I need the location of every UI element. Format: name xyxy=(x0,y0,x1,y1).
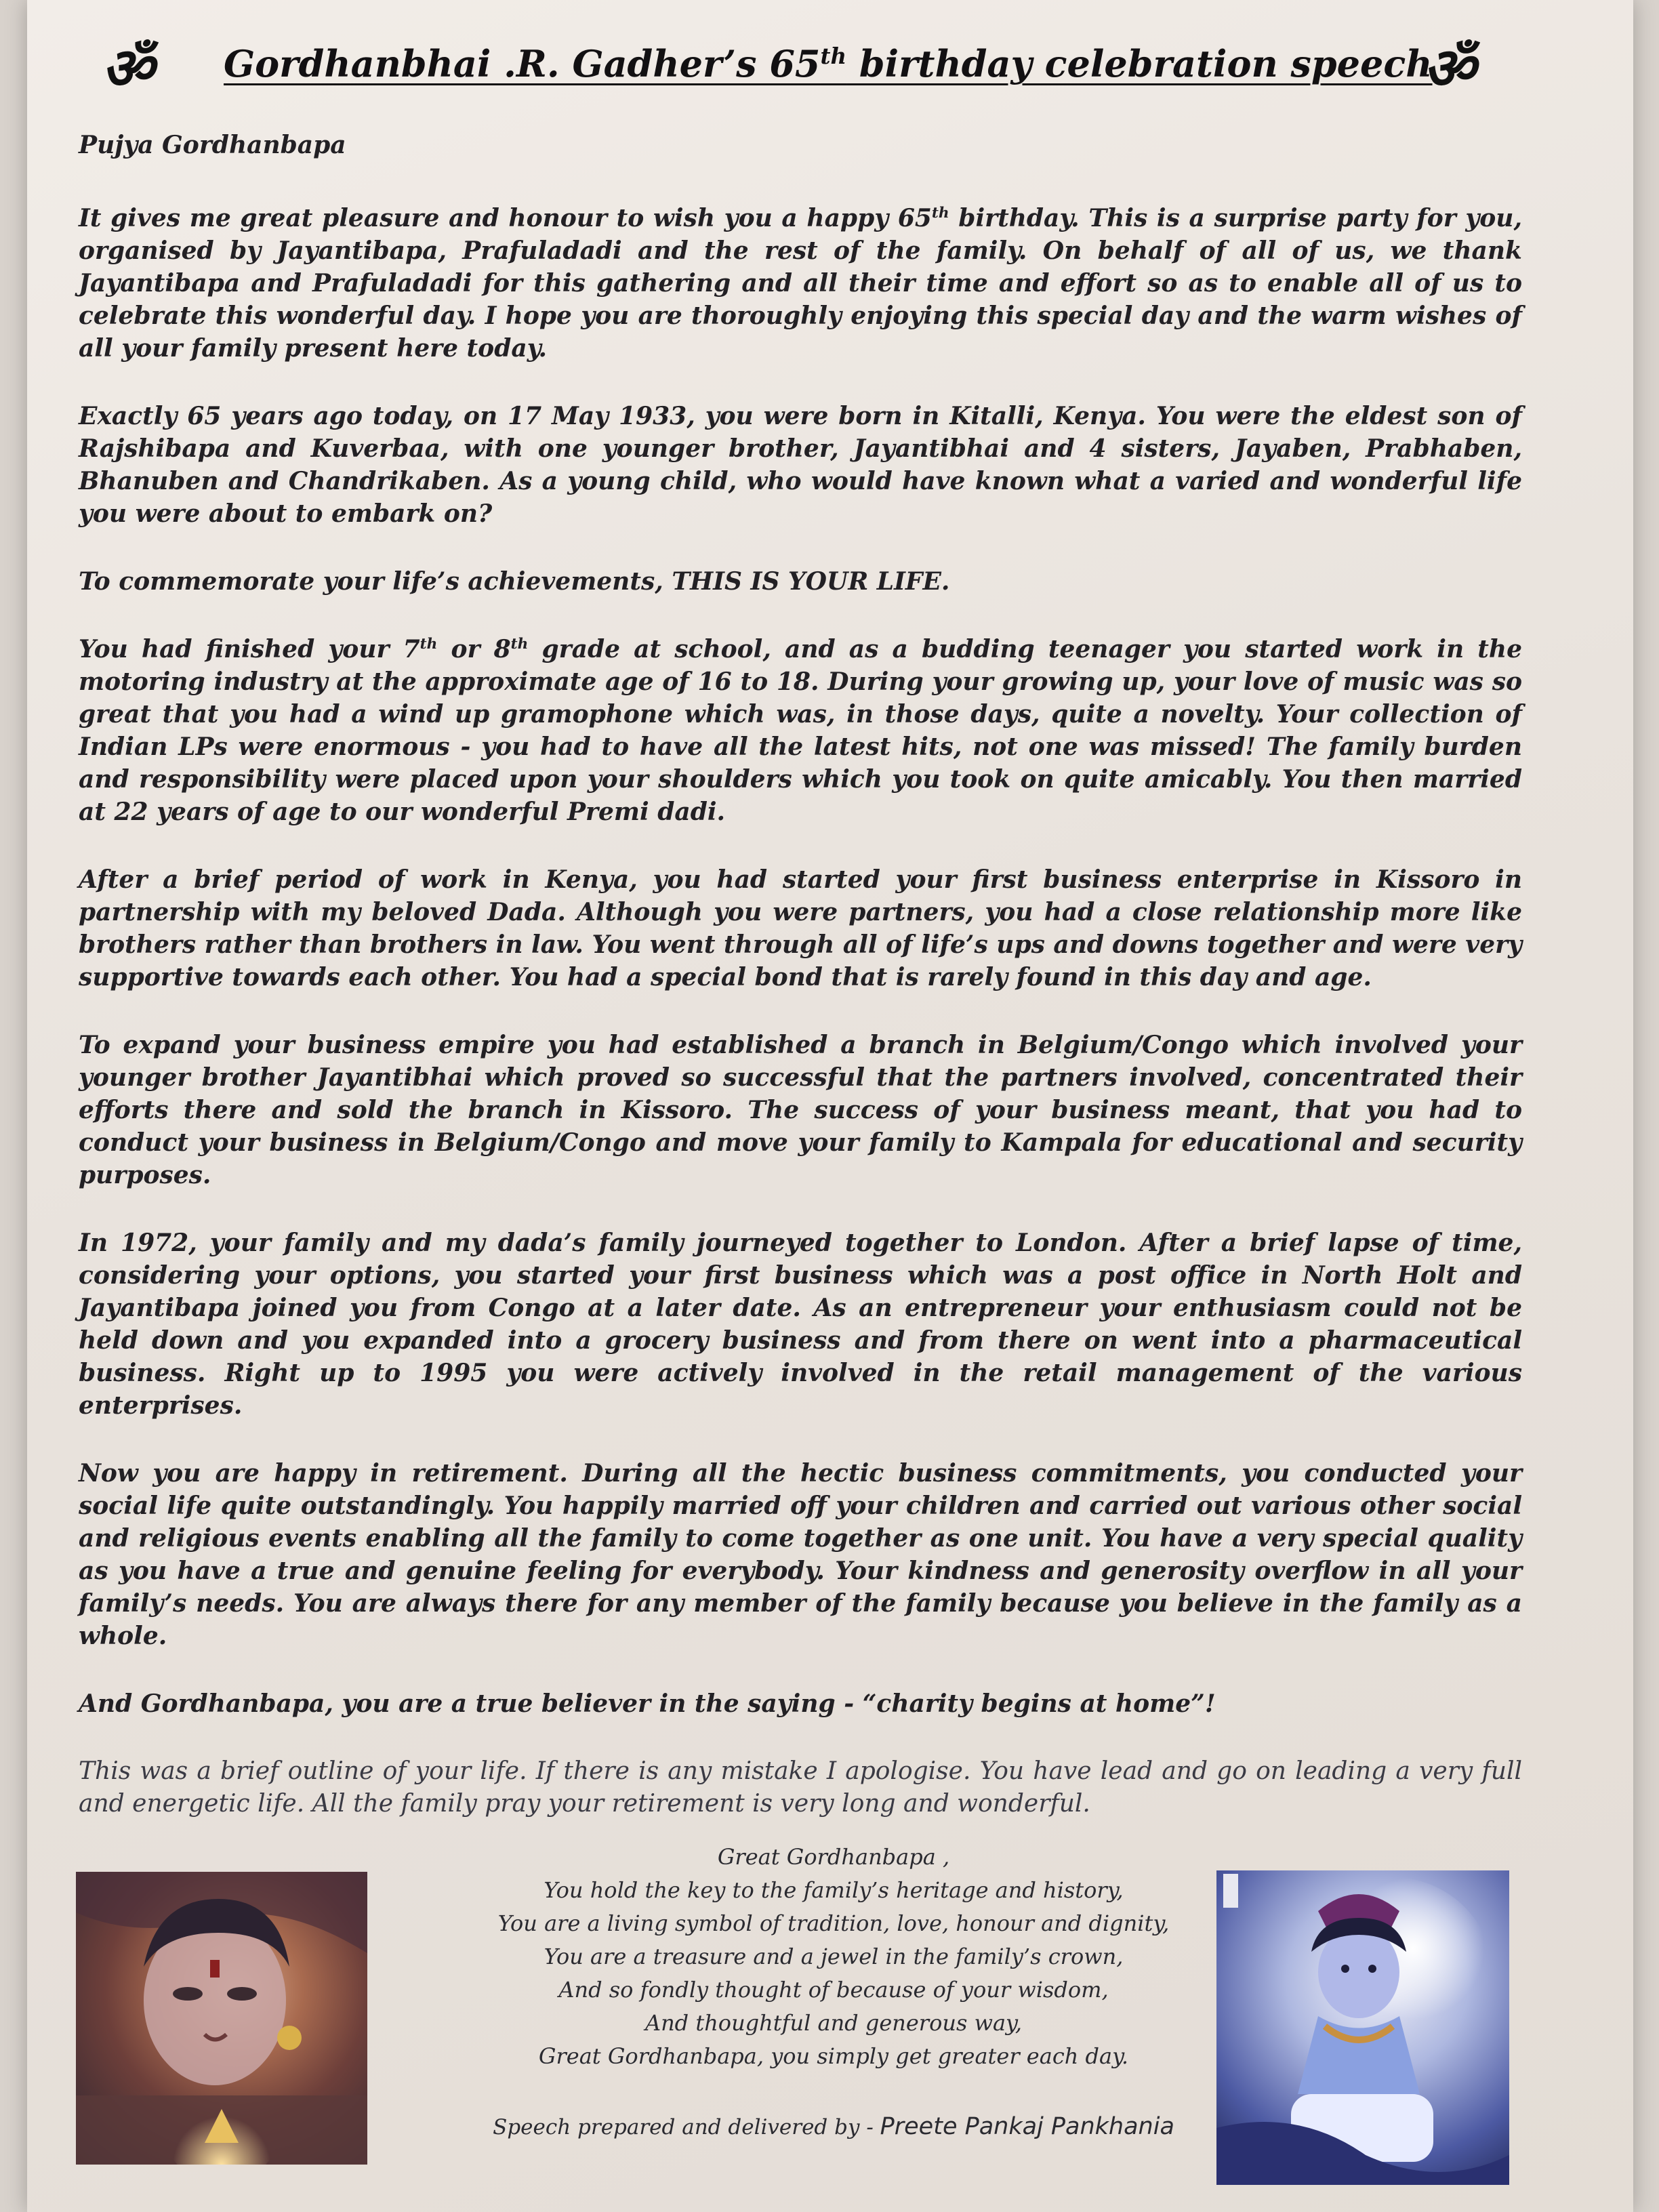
credit-name: Preete Pankaj Pankhania xyxy=(880,2113,1174,2140)
poem xyxy=(407,1841,1261,2073)
paragraph-2: Exactly 65 years ago today, on 17 May 1933, you were born in Kitalli, Kenya. You were the eldest son of Rajshibapa and Kuverbaa, with one younger brother, Jayantibhai and 4 sisters, Jayaben, Prabhaben, Bhanuben and Chandrikaben. As a young child, who would have known what a varied and wonderful life you were about to embark on? xyxy=(79,402,1522,528)
poem-line: You hold the key to the family’s heritage and history, xyxy=(544,1877,1124,1903)
speech-page xyxy=(27,0,1633,2212)
paragraph-1 xyxy=(79,202,1522,365)
paragraph-4-ordinal-1: th xyxy=(419,636,438,653)
speech-credit xyxy=(407,2113,1261,2140)
poem-line: Great Gordhanbapa, you simply get greater each day. xyxy=(538,2043,1129,2069)
paragraph-4-part-b: or 8 xyxy=(437,635,511,663)
deity-portrait-right-art xyxy=(1216,1870,1509,2185)
om-symbol-left: ॐ xyxy=(102,35,154,102)
poem-line: Great Gordhanbapa , xyxy=(717,1844,950,1870)
deity-portrait-left-art xyxy=(76,1872,367,2165)
title-text-post: birthday celebration speech xyxy=(846,42,1433,85)
paragraph-3: To commemorate your life’s achievements, THIS IS YOUR LIFE. xyxy=(79,567,950,596)
salutation: Pujya Gordhanbapa xyxy=(79,131,346,159)
paragraph-4-part-c: grade at school, and as a budding teenager you started work in the motoring industry at the approximate age of 16 to 18. During your growing up, your love of music was so great that you had a wind up gramophone which was, in those days, quite a novelty. Your collection of Indian LPs were enormous - you had to have all the latest hits, not one was missed! The family burden and responsibility were placed upon your shoulders which you took on quite amicably. You then married at 22 years of age to our wonderful Premi dadi. xyxy=(79,635,1522,826)
deity-portrait-left xyxy=(76,1872,367,2165)
paragraph-7: In 1972, your family and my dada’s family journeyed together to London. After a brief lapse of time, considering your options, you started your first business which was a post office in North Holt and Jayantibapa joined you from Congo at a later date. As an entrepreneur your enthusiasm could not be held down and you expanded into a grocery business and from there on went into a pharmaceutical business. Right up to 1995 you were actively involved in the retail management of the various enterprises. xyxy=(79,1229,1522,1420)
paragraph-10: This was a brief outline of your life. If there is any mistake I apologise. You have lead and go on leading a very full and energetic life. All the family pray your retirement is very long and wonderful. xyxy=(79,1757,1522,1818)
poem-line: You are a treasure and a jewel in the family’s crown, xyxy=(544,1944,1124,1969)
title-text-pre: Gordhanbhai .R. Gadher’s 65 xyxy=(224,42,821,85)
paragraph-4-ordinal-2: th xyxy=(510,636,529,653)
paragraph-5: After a brief period of work in Kenya, you had started your first business enterprise in Kissoro in partnership with my beloved Dada. Although you were partners, you had a close relationship more like brothers rather than brothers in law. You went through all of life’s ups and downs together and were very supportive towards each other. You had a special bond that is rarely found in this day and age. xyxy=(79,865,1522,991)
title-ordinal: th xyxy=(820,43,847,69)
paragraph-6: To expand your business empire you had established a branch in Belgium/Congo which involved your younger brother Jayantibhai which proved so successful that the partners involved, concentrated their efforts there and sold the branch in Kissoro. The success of your business meant, that you had to conduct your business in Belgium/Congo and move your family to Kampala for educational and security purposes. xyxy=(79,1031,1522,1189)
deity-portrait-right xyxy=(1216,1870,1509,2185)
credit-prefix: Speech prepared and delivered by - xyxy=(493,2115,880,2139)
paragraph-1-ordinal: th xyxy=(931,205,949,222)
paragraph-1-part-b: birthday. This is a surprise party for you, organised by Jayantibapa, Prafuladadi and the rest of the family. On behalf of all of us, we thank Jayantibapa and Prafuladadi for this gathering and all their time and effort so as to enable all of us to celebrate this wonderful day. I hope you are thoroughly enjoying this special day and the warm wishes of all your family present here today. xyxy=(79,204,1522,363)
paragraph-8: Now you are happy in retirement. During all the hectic business commitments, you conducted your social life quite outstandingly. You happily married off your children and carried out various other social and religious events enabling all the family to come together as one unit. You have a very special quality as you have a true and genuine feeling for everybody. Your kindness and generosity overflow in all your family’s needs. You are always there for any member of the family because you believe in the family as a whole. xyxy=(79,1459,1522,1650)
poem-line: And thoughtful and generous way, xyxy=(644,2010,1023,2036)
paragraph-1-part-a: It gives me great pleasure and honour to wish you a happy 65 xyxy=(79,204,932,232)
om-symbol-right: ॐ xyxy=(1423,35,1475,102)
poem-line: And so fondly thought of because of your wisdom, xyxy=(558,1977,1109,2003)
paragraph-4 xyxy=(79,633,1522,828)
page-title xyxy=(224,42,1433,85)
poem-line: You are a living symbol of tradition, love, honour and dignity, xyxy=(497,1910,1170,1936)
paragraph-4-part-a: You had finished your 7 xyxy=(79,635,420,663)
paragraph-9: And Gordhanbapa, you are a true believer in the saying - “charity begins at home”! xyxy=(79,1689,1216,1718)
speech-body xyxy=(79,129,1522,1856)
